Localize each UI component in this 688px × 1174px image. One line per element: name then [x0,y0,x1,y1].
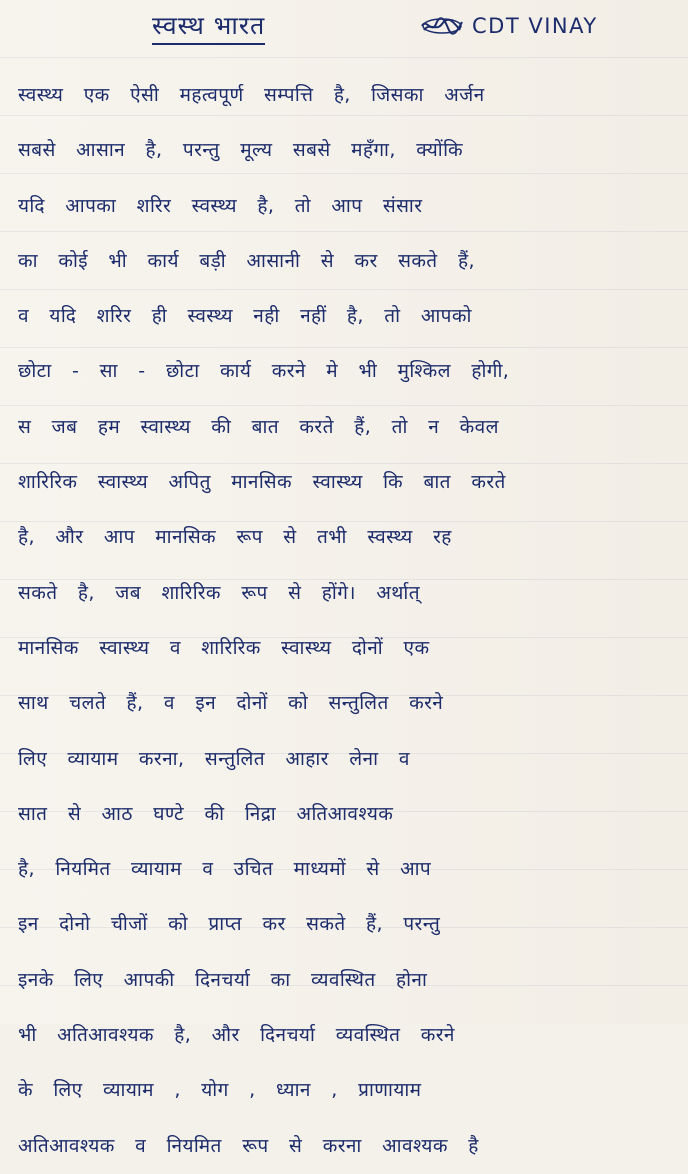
text-line: सात से आठ घण्टे की निद्रा अतिआवश्यक [18,802,394,825]
author-block [420,14,598,38]
text-line: इन दोनो चीजों को प्राप्त कर सकते हैं, परन्तु [18,913,441,936]
text-line: सकते है, जब शारिरिक रूप से होंगे। अर्थात् [18,581,420,604]
text-line: सबसे आसान है, परन्तु मूल्य सबसे महँगा, क्योंकि [18,139,464,162]
text-line: व यदि शरिर ही स्वस्थ्य नही नहीं है, तो आपको [18,305,472,328]
text-line: है, और आप मानसिक रूप से तभी स्वस्थ्य रह [18,526,452,549]
page-header [0,4,688,52]
text-line: मानसिक स्वास्थ्य व शारिरिक स्वास्थ्य दोनों एक [18,636,430,659]
text-line: यदि आपका शरिर स्वस्थ्य है, तो आप संसार [18,194,423,217]
essay-title: स्वस्थ भारत [152,8,265,45]
text-line: स जब हम स्वास्थ्य की बात करते हैं, तो न केवल [18,415,499,438]
text-line: है, नियमित व्यायाम व उचित माध्यमों से आप [18,858,432,881]
text-line: लिए व्यायाम करना, सन्तुलित आहार लेना व [18,747,410,770]
text-line: अतिआवश्यक व नियमित रूप से करना आवश्यक है [18,1134,479,1157]
text-line: साथ चलते हैं, व इन दोनों को सन्तुलित करने [18,692,444,715]
author-name: CDT VINAY [472,14,598,38]
text-line: छोटा - सा - छोटा कार्य करने मे भी मुश्किल होगी, [18,360,510,383]
text-line: स्वस्थ्य एक ऐसी महत्वपूर्ण सम्पत्ति है, जिसका अर्जन [18,84,485,106]
scribble-icon [420,16,464,36]
text-line: के लिए व्यायाम , योग , ध्यान , प्राणायाम [18,1079,422,1102]
text-line: भी अतिआवश्यक है, और दिनचर्या व्यवस्थित करने [18,1024,455,1047]
essay-body [18,68,668,1174]
text-line: का कोई भी कार्य बड़ी आसानी से कर सकते हैं, [18,249,475,272]
text-line: शारिरिक स्वास्थ्य अपितु मानसिक स्वास्थ्य कि बात करते [18,471,506,494]
text-line: इनके लिए आपकी दिनचर्या का व्यवस्थित होना [18,968,428,991]
